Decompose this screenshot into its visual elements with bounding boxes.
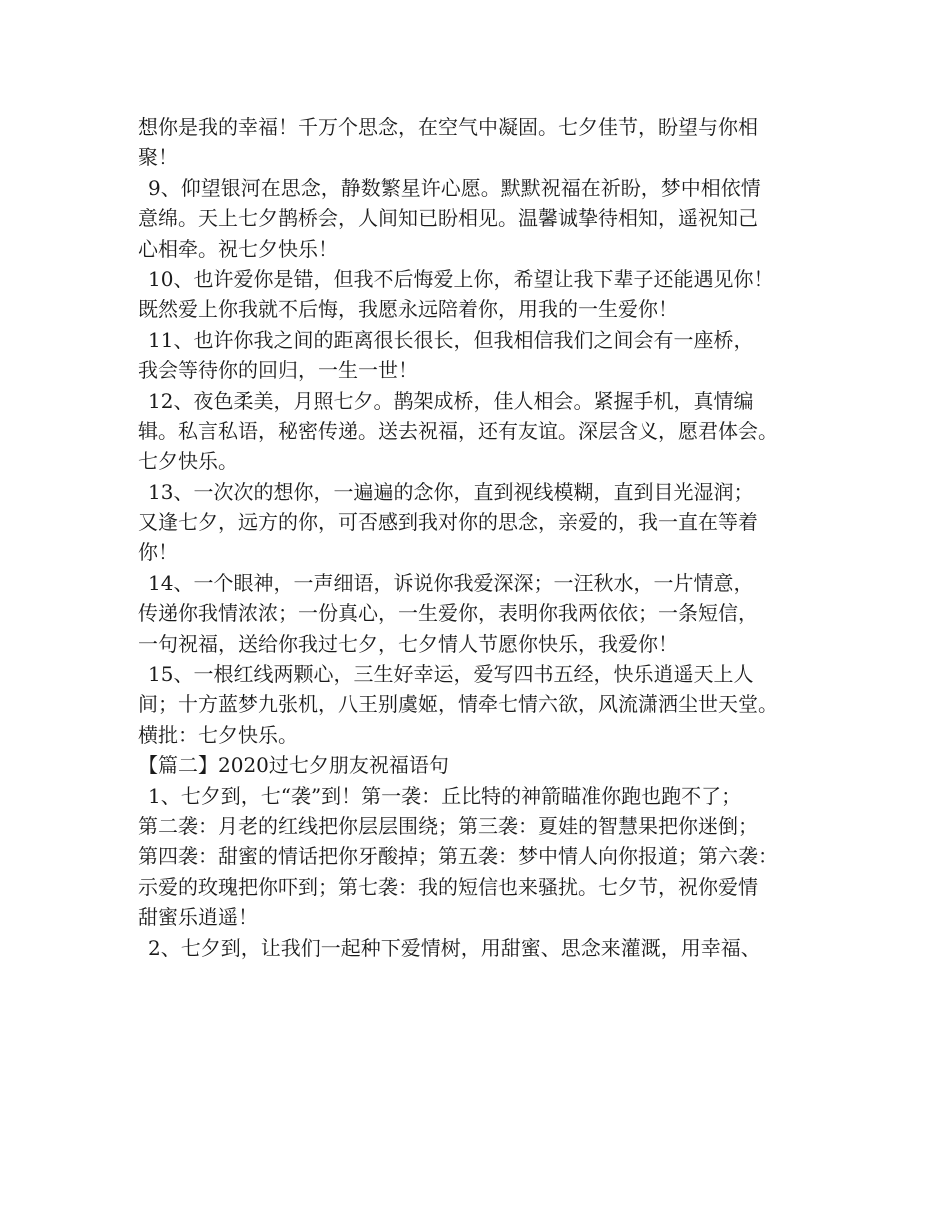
text-line: 9、仰望银河在思念，静数繁星许心愿。默默祝福在祈盼，梦中相依情 xyxy=(148,175,761,200)
text-line: 第二袭：月老的红线把你层层围绕；第三袭：夏娃的智慧果把你迷倒； xyxy=(138,813,758,838)
text-line: 辑。私言私语，秘密传递。送去祝福，还有友谊。深层含义，愿君体会。 xyxy=(138,418,778,443)
text-line: 间；十方蓝梦九张机，八王别虞姬，情牵七情六欲，风流潇洒尘世天堂。 xyxy=(138,692,778,717)
text-line: 我会等待你的回归，一生一世！ xyxy=(138,358,418,383)
text-line: 示爱的玫瑰把你吓到；第七袭：我的短信也来骚扰。七夕节，祝你爱情 xyxy=(138,874,758,899)
text-line: 既然爱上你我就不后悔，我愿永远陪着你，用我的一生爱你！ xyxy=(138,297,678,322)
text-line: 12、夜色柔美，月照七夕。鹊架成桥，佳人相会。紧握手机，真情编 xyxy=(148,388,754,413)
text-line: 甜蜜乐逍遥！ xyxy=(138,905,258,930)
text-line: 横批：七夕快乐。 xyxy=(138,722,298,747)
text-line: 心相牵。祝七夕快乐！ xyxy=(138,236,338,261)
text-line: 又逢七夕，远方的你，可否感到我对你的思念，亲爱的，我一直在等着 xyxy=(138,510,758,535)
text-line: 一句祝福，送给你我过七夕，七夕情人节愿你快乐，我爱你！ xyxy=(138,631,678,656)
text-line: 2、七夕到，让我们一起种下爱情树，用甜蜜、思念来灌溉，用幸福、 xyxy=(148,935,761,960)
text-line: 想你是我的幸福！千万个思念，在空气中凝固。七夕佳节，盼望与你相 xyxy=(138,115,758,139)
text-line: 1、七夕到，七“袭”到！第一袭：丘比特的神箭瞄准你跑也跑不了； xyxy=(148,783,742,808)
text-line: 七夕快乐。 xyxy=(138,449,238,474)
text-line: 13、一次次的想你，一遍遍的念你，直到视线模糊，直到目光湿润； xyxy=(148,479,754,504)
text-line: 10、也许爱你是错，但我不后悔爱上你，希望让我下辈子还能遇见你！ xyxy=(148,266,774,291)
document-body xyxy=(138,112,830,963)
text-line: 聚！ xyxy=(138,145,178,170)
text-line: 意绵。天上七夕鹊桥会，人间知已盼相见。温馨诚挚待相知，遥祝知己 xyxy=(138,206,758,231)
text-line: 你！ xyxy=(138,540,178,565)
text-line: 【篇二】2020过七夕朋友祝福语句 xyxy=(138,753,449,778)
text-line: 第四袭：甜蜜的情话把你牙酸掉；第五袭：梦中情人向你报道；第六袭： xyxy=(138,844,778,869)
text-line: 传递你我情浓浓；一份真心，一生爱你，表明你我两依依；一条短信， xyxy=(138,601,758,626)
text-line: 15、一根红线两颗心，三生好幸运，爱写四书五经，快乐逍遥天上人 xyxy=(148,662,754,687)
text-line: 11、也许你我之间的距离很长很长，但我相信我们之间会有一座桥， xyxy=(148,327,754,352)
text-line: 14、一个眼神，一声细语，诉说你我爱深深；一汪秋水，一片情意， xyxy=(148,570,754,595)
